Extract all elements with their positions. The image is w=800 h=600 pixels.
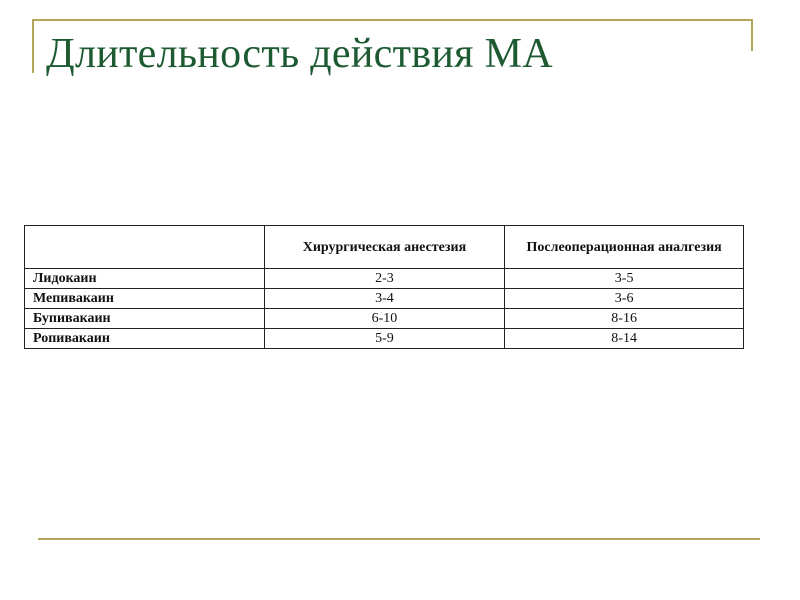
table-row	[25, 309, 744, 329]
table-row	[25, 269, 744, 289]
header-drug	[25, 226, 265, 269]
postop-duration: 8-16	[505, 309, 744, 329]
footer-line	[38, 538, 760, 540]
surgical-duration: 2-3	[264, 269, 505, 289]
postop-duration: 3-5	[505, 269, 744, 289]
table-row	[25, 289, 744, 309]
slide-title: Длительность действия МА	[46, 31, 553, 77]
drug-name: Ропивакаин	[25, 329, 265, 349]
frame-left-line	[32, 19, 34, 73]
table-row	[25, 329, 744, 349]
drug-name: Мепивакаин	[25, 289, 265, 309]
surgical-duration: 3-4	[264, 289, 505, 309]
surgical-duration: 5-9	[264, 329, 505, 349]
frame-right-line	[751, 19, 753, 51]
postop-duration: 8-14	[505, 329, 744, 349]
drug-name: Лидокаин	[25, 269, 265, 289]
table-header-row	[25, 226, 744, 269]
header-surgical-anesthesia: Хирургическая анестезия	[264, 226, 505, 269]
postop-duration: 3-6	[505, 289, 744, 309]
frame-top-line	[32, 19, 752, 21]
surgical-duration: 6-10	[264, 309, 505, 329]
duration-table-container	[24, 225, 746, 350]
duration-table	[24, 225, 744, 349]
header-postop-analgesia: Послеоперационная аналгезия	[505, 226, 744, 269]
drug-name: Бупивакаин	[25, 309, 265, 329]
